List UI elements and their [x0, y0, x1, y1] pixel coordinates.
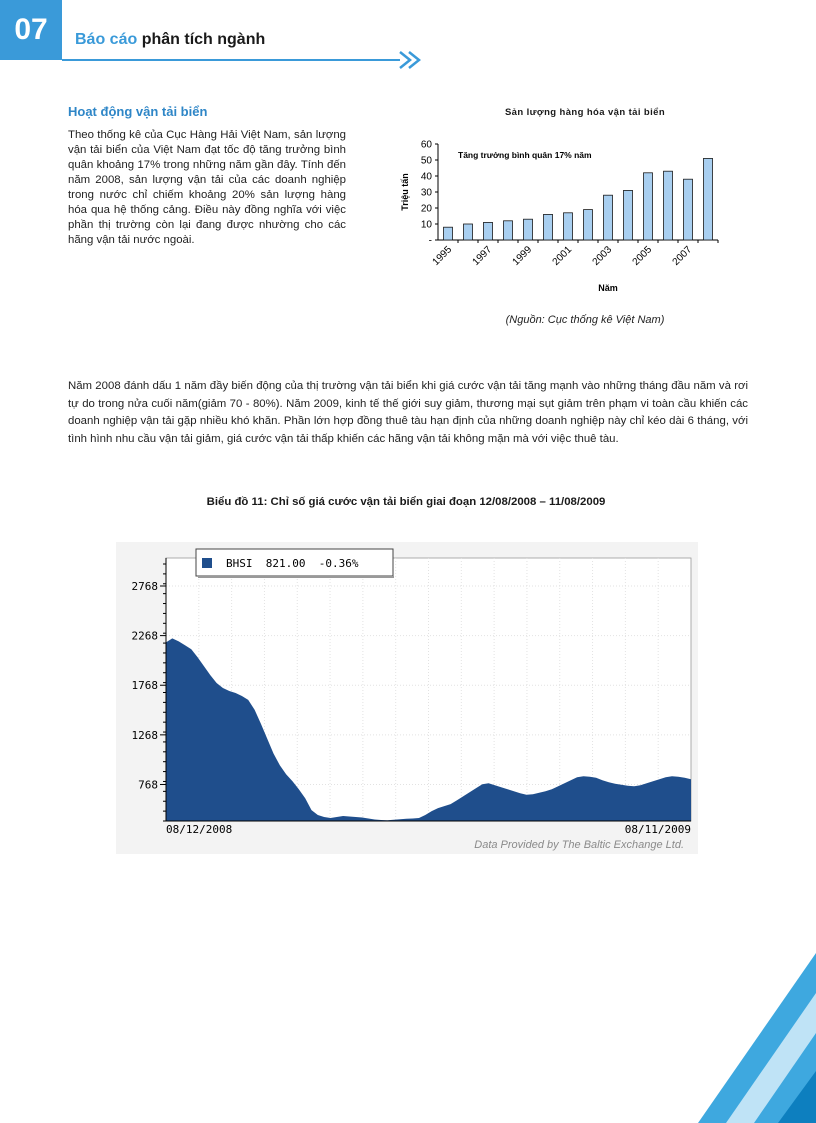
y-tick-label: -: [428, 235, 432, 247]
y-tick-label: 2768: [131, 579, 158, 593]
chart1-source: (Nguồn: Cục thống kê Việt Nam): [505, 314, 665, 326]
chart1-title: Sản lượng hàng hóa vận tải biển: [504, 107, 666, 118]
bar: [484, 222, 493, 240]
y-tick-label: 20: [420, 203, 432, 215]
y-tick-label: 2268: [131, 629, 158, 643]
chart2-caption: Biểu đồ 11: Chỉ số giá cước vận tải biển giai đoạn 12/08/2008 – 11/08/2009: [206, 496, 606, 508]
bar: [584, 210, 593, 240]
bar: [504, 221, 513, 240]
bar: [544, 214, 553, 240]
chevron-arrow-icon: [398, 50, 424, 70]
x-tick-label: 2005: [630, 244, 655, 268]
bhsi-area-chart: [116, 542, 698, 854]
x-tick-label: 2007: [670, 244, 695, 268]
report-title-accent: Báo cáo: [75, 31, 138, 48]
x-tick-label: 1997: [470, 244, 495, 268]
bar: [604, 195, 613, 240]
data-credit: Data Provided by The Baltic Exchange Ltd.: [474, 839, 684, 851]
legend-label: BHSI 821.00 -0.36%: [226, 557, 359, 570]
legend-swatch: [202, 558, 212, 568]
report-title: [75, 31, 265, 49]
y-tick-label: 40: [420, 171, 432, 183]
bar: [464, 224, 473, 240]
bar: [624, 190, 633, 240]
x-axis-label: Năm: [598, 283, 618, 293]
x-tick-label: 1999: [510, 244, 535, 268]
y-tick-label: 50: [420, 155, 432, 167]
x-start-label: 08/12/2008: [166, 823, 233, 836]
y-axis-label: Triệu tấn: [400, 173, 410, 211]
section-heading: Hoạt động vận tải biển: [68, 104, 208, 119]
corner-stripes-decoration: [696, 953, 816, 1123]
report-title-rest: phân tích ngành: [141, 31, 266, 48]
x-tick-label: 2003: [590, 244, 615, 268]
page-number: 07: [0, 0, 62, 60]
cargo-volume-bar-chart: [384, 122, 744, 302]
bar: [664, 171, 673, 240]
y-tick-label: 30: [420, 187, 432, 199]
bar: [684, 179, 693, 240]
y-tick-label: 60: [420, 139, 432, 151]
intro-paragraph: Theo thống kê của Cục Hàng Hải Việt Nam, sản lượng vận tải biển của Việt Nam đạt tốc độ tăng trưởng bình quân khoảng 17% trong những năm gần đây. Tính đến năm 2008, sản lượng vận tải của các doanh nghiệp trong nước chỉ chiếm khoảng 20% sản lượng hàng hóa qua hệ thống cảng. Điều này đồng nghĩa với việc phần thị trường còn lại đang được nhường cho các hãng vận tải nước ngoài.: [68, 129, 346, 246]
body-paragraph: Năm 2008 đánh dấu 1 năm đầy biến động của thị trường vận tải biển khi giá cước vận tải tăng mạnh vào những tháng đầu năm và rơi tự do trong nửa cuối năm(giảm 70 - 80%). Năm 2009, kinh tế thế giới suy giảm, thương mại sụt giảm trên phạm vi toàn cầu khiến các doanh nghiệp vận tải gặp nhiều khó khăn. Phần lớn hợp đồng thuê tàu hạn định của những doanh nghiệp này chỉ kéo dài 6 tháng, với tình hình nhu cầu vận tải giảm, giá cước vận tải thấp khiến các hãng vận tải không mặn mà với việc thuê tàu.: [68, 380, 748, 445]
y-tick-label: 1768: [131, 679, 158, 693]
bar: [704, 158, 713, 240]
x-tick-label: 2001: [550, 244, 575, 268]
bar: [644, 173, 653, 240]
growth-annotation: Tăng trưởng bình quân 17% năm: [458, 150, 592, 160]
bar: [444, 227, 453, 240]
header-rule: [62, 59, 400, 61]
x-end-label: 08/11/2009: [624, 823, 691, 836]
y-tick-label: 10: [420, 219, 432, 231]
bar: [524, 219, 533, 240]
y-tick-label: 768: [138, 778, 158, 792]
x-tick-label: 1995: [430, 244, 455, 268]
bar: [564, 213, 573, 240]
y-tick-label: 1268: [131, 728, 158, 742]
